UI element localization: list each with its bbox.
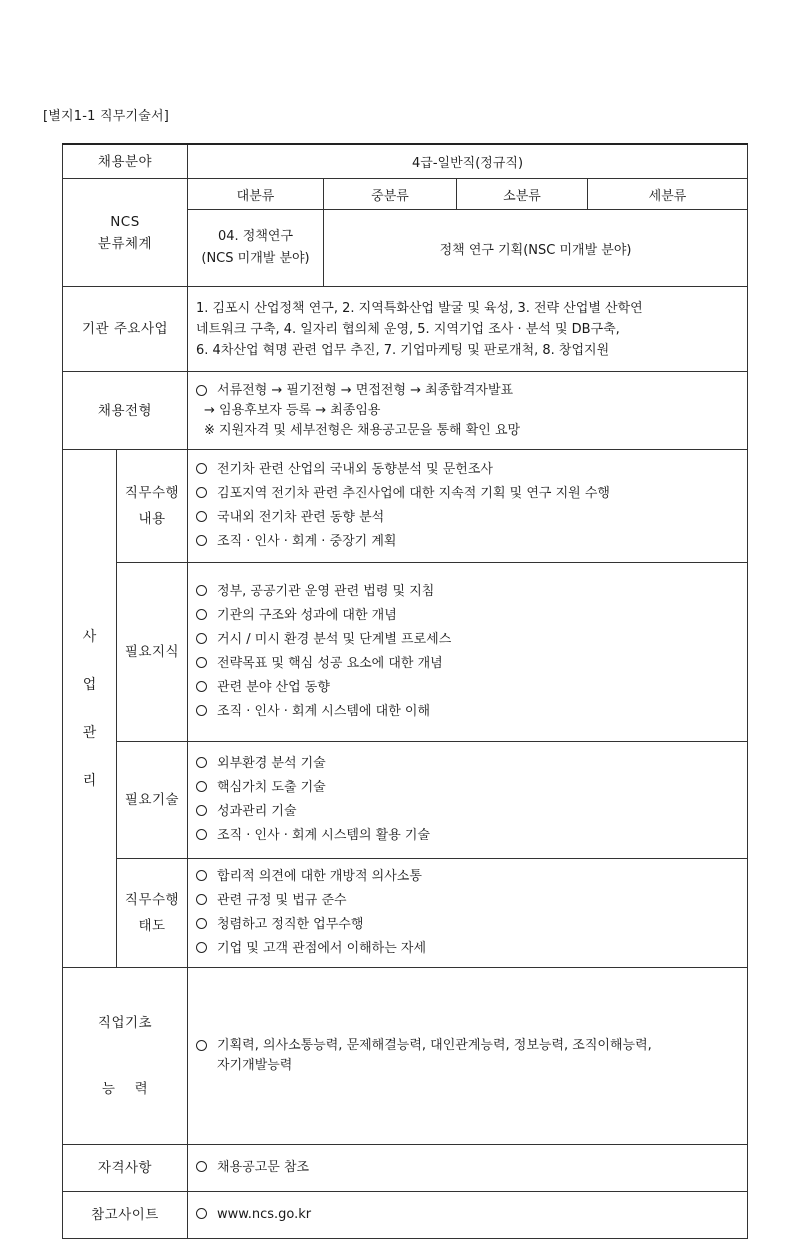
document-caption: [별지1-1 직무기술서]: [43, 109, 170, 124]
ncs-header-middle: 중분류: [324, 179, 457, 210]
ncs-major-line2: (NCS 미개발 분야): [201, 251, 310, 266]
basic-ability-list: [196, 1036, 740, 1056]
list-item: [196, 700, 740, 724]
circle-bullet-icon: [196, 633, 207, 644]
reference-site-list: [196, 1203, 740, 1227]
circle-bullet-icon: [196, 511, 207, 522]
recruit-field-value: 4급-일반직(정규직): [188, 144, 748, 179]
ncs-header-detail: 세분류: [588, 179, 748, 210]
skill-item-text: 조직 · 인사 · 회계 시스템의 활용 기술: [217, 828, 431, 843]
attitude-item-text: 합리적 의견에 대한 개방적 의사소통: [217, 869, 422, 884]
attitude-label: [117, 859, 188, 968]
process-list: [196, 381, 740, 401]
knowledge-item-text: 기관의 구조와 성과에 대한 개념: [217, 608, 397, 623]
circle-bullet-icon: [196, 1208, 207, 1219]
ncs-header-major: 대분류: [188, 179, 324, 210]
knowledge-item-text: 관련 분야 산업 동향: [217, 680, 330, 695]
duty-label-line1: 직무수행: [124, 485, 180, 501]
circle-bullet-icon: [196, 535, 207, 546]
ncs-header-minor: 소분류: [457, 179, 588, 210]
process-step-line1: [196, 381, 740, 401]
circle-bullet-icon: [196, 681, 207, 692]
circle-bullet-icon: [196, 385, 207, 396]
skill-item-text: 핵심가치 도출 기술: [217, 780, 326, 795]
duty-item-text: 김포지역 전기차 관련 추진사업에 대한 지속적 기획 및 연구 지원 수행: [217, 486, 610, 501]
knowledge-list: [196, 580, 740, 724]
basic-ability-line1: 기획력, 의사소통능력, 문제해결능력, 대인관계능력, 정보능력, 조직이해능력,: [217, 1038, 652, 1053]
circle-bullet-icon: [196, 870, 207, 881]
qualification-row: [63, 1145, 748, 1192]
recruit-field-label: 채용분야: [63, 144, 188, 179]
knowledge-content: [188, 563, 748, 742]
list-item: [196, 752, 740, 776]
ncs-header-row: [63, 179, 748, 210]
circle-bullet-icon: [196, 894, 207, 905]
main-business-row: [63, 287, 748, 372]
job-description-table: [62, 143, 748, 1239]
duty-item-text: 전기차 관련 산업의 국내외 동향분석 및 문헌조사: [217, 462, 493, 477]
process-line1-text: 서류전형 → 필기전형 → 면접전형 → 최종합격자발표: [217, 382, 514, 398]
business-mgmt-vertical-label: [63, 450, 117, 968]
skill-list: [196, 752, 740, 848]
circle-bullet-icon: [196, 757, 207, 768]
ncs-major-value: [188, 210, 324, 287]
attitude-list: [196, 865, 740, 961]
skill-row: [63, 742, 748, 859]
process-note: ※ 지원자격 및 세부전형은 채용공고문을 통해 확인 요망: [204, 422, 521, 438]
circle-bullet-icon: [196, 1161, 207, 1172]
reference-site-content: [188, 1192, 748, 1239]
circle-bullet-icon: [196, 585, 207, 596]
qualification-label: 자격사항: [63, 1145, 188, 1192]
circle-bullet-icon: [196, 705, 207, 716]
duty-row: [63, 450, 748, 563]
circle-bullet-icon: [196, 1040, 207, 1051]
ncs-label: [63, 179, 188, 287]
list-item: [196, 1036, 740, 1056]
circle-bullet-icon: [196, 463, 207, 474]
list-item: [196, 458, 740, 482]
circle-bullet-icon: [196, 781, 207, 792]
knowledge-row: [63, 563, 748, 742]
list-item: [196, 1203, 740, 1227]
list-item: [196, 482, 740, 506]
duty-content: [188, 450, 748, 563]
main-business-line-1: 1. 김포시 산업정책 연구, 2. 지역특화산업 발굴 및 육성, 3. 전략 산업별 산학연: [196, 300, 643, 316]
list-item: [196, 506, 740, 530]
list-item: [196, 676, 740, 700]
circle-bullet-icon: [196, 487, 207, 498]
attitude-row: [63, 859, 748, 968]
knowledge-item-text: 정부, 공공기관 운영 관련 법령 및 지침: [217, 584, 435, 599]
basic-ability-label-line2: 능 력: [101, 1081, 149, 1097]
process-line2: → 임용후보자 등록 → 최종임용: [204, 402, 381, 418]
attitude-item-text: 관련 규정 및 법규 준수: [217, 893, 347, 908]
basic-ability-row: [63, 968, 748, 1145]
main-business-label: 기관 주요사업: [63, 287, 188, 372]
vertical-char-1: 사: [82, 628, 97, 645]
circle-bullet-icon: [196, 657, 207, 668]
main-business-content: [188, 287, 748, 372]
circle-bullet-icon: [196, 829, 207, 840]
list-item: [196, 913, 740, 937]
reference-site-row: [63, 1192, 748, 1239]
basic-ability-label-line1: 직업기초: [97, 1015, 153, 1031]
duty-item-text: 국내외 전기차 관련 동향 분석: [217, 510, 385, 525]
process-content: [188, 372, 748, 450]
list-item: [196, 776, 740, 800]
reference-site-link[interactable]: www.ncs.go.kr: [217, 1207, 312, 1222]
attitude-item-text: 청렴하고 정직한 업무수행: [217, 917, 364, 932]
recruit-field-row: [63, 144, 748, 179]
qualification-list: [196, 1156, 740, 1180]
list-item: [196, 628, 740, 652]
attitude-content: [188, 859, 748, 968]
duty-list: [196, 458, 740, 554]
attitude-label-line2: 태도: [138, 918, 166, 934]
list-item: [196, 652, 740, 676]
process-label: 채용전형: [63, 372, 188, 450]
attitude-label-line1: 직무수행: [124, 892, 180, 908]
basic-ability-label: [63, 968, 188, 1145]
ncs-major-line1: 04. 정책연구: [217, 229, 294, 244]
circle-bullet-icon: [196, 942, 207, 953]
knowledge-item-text: 거시 / 미시 환경 분석 및 단계별 프로세스: [217, 632, 452, 647]
duty-label-line2: 내용: [138, 511, 166, 527]
vertical-char-2: 업: [82, 676, 97, 693]
reference-site-label: 참고사이트: [63, 1192, 188, 1239]
duty-item-text: 조직 · 인사 · 회계 · 중장기 계획: [217, 534, 397, 549]
list-item: [196, 580, 740, 604]
duty-label: [117, 450, 188, 563]
vertical-char-3: 관: [82, 724, 97, 741]
list-item: [196, 604, 740, 628]
list-item: [196, 1156, 740, 1180]
circle-bullet-icon: [196, 805, 207, 816]
attitude-item-text: 기업 및 고객 관점에서 이해하는 자세: [217, 941, 427, 956]
skill-item-text: 성과관리 기술: [217, 804, 297, 819]
list-item: [196, 937, 740, 961]
skill-content: [188, 742, 748, 859]
basic-ability-line2: 자기개발능력: [217, 1058, 293, 1073]
list-item: [196, 530, 740, 554]
list-item: [196, 865, 740, 889]
list-item: [196, 800, 740, 824]
qualification-value: 채용공고문 참조: [217, 1160, 310, 1175]
list-item: [196, 889, 740, 913]
knowledge-item-text: 전략목표 및 핵심 성공 요소에 대한 개념: [217, 656, 443, 671]
main-business-line-3: 6. 4차산업 혁명 관련 업무 추진, 7. 기업마케팅 및 판로개척, 8. 창업지원: [196, 342, 610, 358]
knowledge-label: 필요지식: [117, 563, 188, 742]
main-business-line-2: 네트워크 구축, 4. 일자리 협의체 운영, 5. 지역기업 조사 · 분석 및 DB구축,: [196, 321, 620, 337]
ncs-detail-value: 정책 연구 기획(NSC 미개발 분야): [324, 210, 748, 287]
knowledge-item-text: 조직 · 인사 · 회계 시스템에 대한 이해: [217, 704, 431, 719]
qualification-content: [188, 1145, 748, 1192]
circle-bullet-icon: [196, 609, 207, 620]
skill-item-text: 외부환경 분석 기술: [217, 756, 326, 771]
process-row: [63, 372, 748, 450]
ncs-label-line2: 분류체계: [97, 235, 153, 252]
ncs-label-line1: NCS: [110, 213, 140, 230]
basic-ability-content: [188, 968, 748, 1145]
vertical-char-4: 리: [82, 772, 97, 789]
circle-bullet-icon: [196, 918, 207, 929]
skill-label: 필요기술: [117, 742, 188, 859]
list-item: [196, 824, 740, 848]
